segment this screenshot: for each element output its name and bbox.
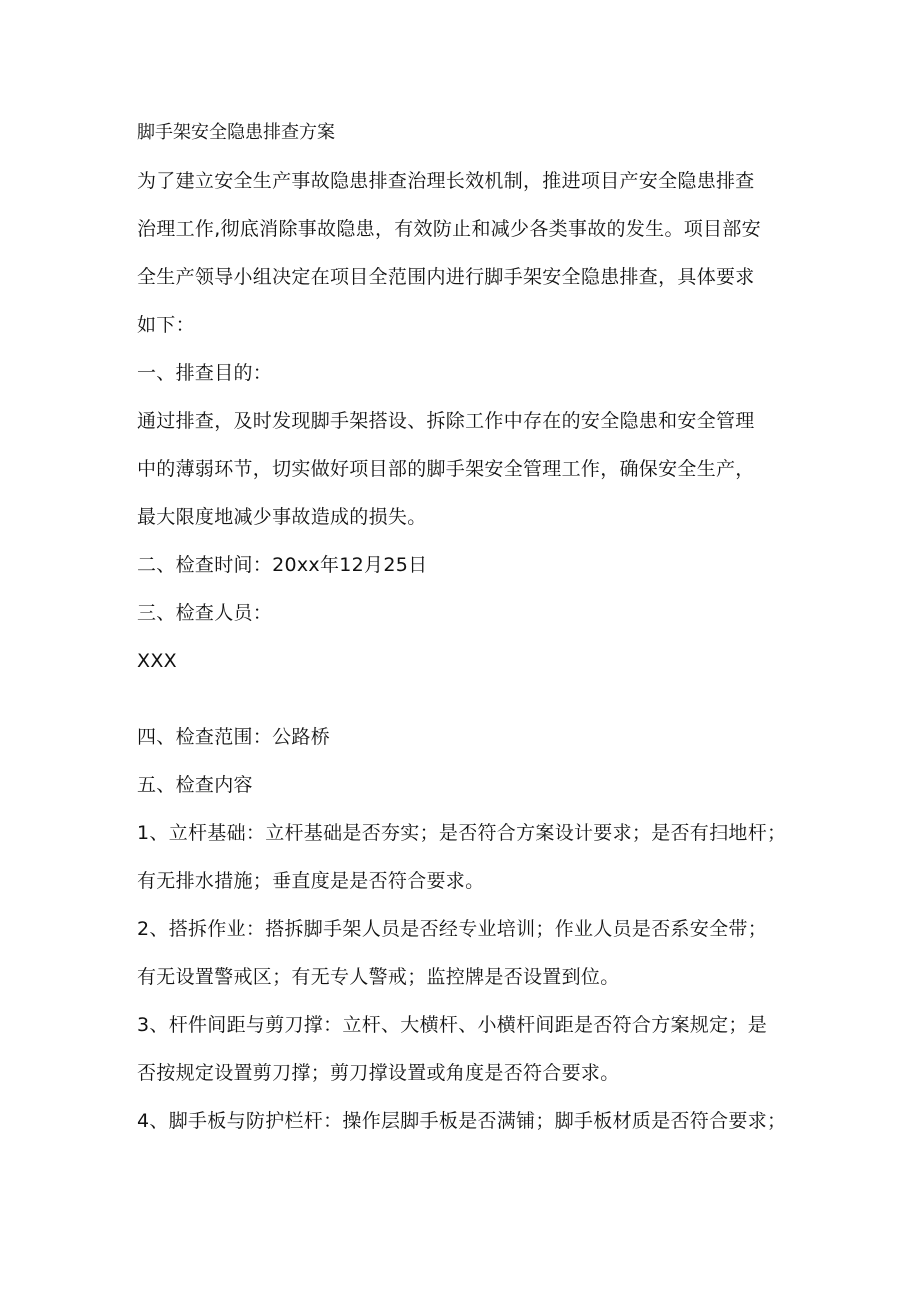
intro-line: 为了建立安全生产事故隐患排查治理长效机制，推进项目产安全隐患排查 <box>137 170 755 192</box>
check-item-line: 有无设置警戒区；有无专人警戒；监控牌是否设置到位。 <box>137 966 620 988</box>
section3-heading: 三、检查人员： <box>137 602 273 624</box>
check-item-line: 有无排水措施；垂直度是是否符合要求。 <box>137 870 485 892</box>
section1-heading: 一、排查目的： <box>137 362 273 384</box>
document-title: 脚手架安全隐患排查方案 <box>137 122 335 143</box>
spacer <box>137 685 787 713</box>
check-item-line: 否按规定设置剪刀撑；剪刀撑设置或角度是否符合要求。 <box>137 1062 620 1084</box>
check-item-2 <box>137 905 787 1001</box>
intro-line: 全生产领导小组决定在项目全范围内进行脚手架安全隐患排查，具体要求 <box>137 266 755 288</box>
document-page <box>137 113 787 1145</box>
intro-paragraph <box>137 157 787 349</box>
section1-line: 中的薄弱环节，切实做好项目部的脚手架安全管理工作，确保安全生产， <box>137 458 755 480</box>
check-item-line: 3、杆件间距与剪刀撑：立杆、大横杆、小横杆间距是否符合方案规定；是 <box>137 1014 767 1036</box>
check-item-4 <box>137 1097 787 1145</box>
check-item-1 <box>137 809 787 905</box>
section4-heading: 四、检查范围：公路桥 <box>137 726 331 748</box>
section1-line: 通过排查，及时发现脚手架搭设、拆除工作中存在的安全隐患和安全管理 <box>137 410 755 432</box>
check-item-line: 2、搭拆作业：搭拆脚手架人员是否经专业培训；作业人员是否系安全带； <box>137 918 767 940</box>
intro-line: 治理工作,彻底消除事故隐患，有效防止和减少各类事故的发生。项目部安 <box>137 218 761 240</box>
section3-value: XXX <box>137 650 177 672</box>
section1-line: 最大限度地减少事故造成的损失。 <box>137 506 427 528</box>
section2-heading: 二、检查时间：20xx年12月25日 <box>137 554 428 576</box>
section1-body <box>137 397 787 541</box>
intro-line: 如下： <box>137 314 195 336</box>
check-item-3 <box>137 1001 787 1097</box>
check-item-line: 1、立杆基础：立杆基础是否夯实；是否符合方案设计要求；是否有扫地杆； <box>137 822 787 844</box>
check-item-line: 4、脚手板与防护栏杆：操作层脚手板是否满铺；脚手板材质是否符合要求； <box>137 1110 787 1132</box>
section5-heading: 五、检查内容 <box>137 774 253 796</box>
